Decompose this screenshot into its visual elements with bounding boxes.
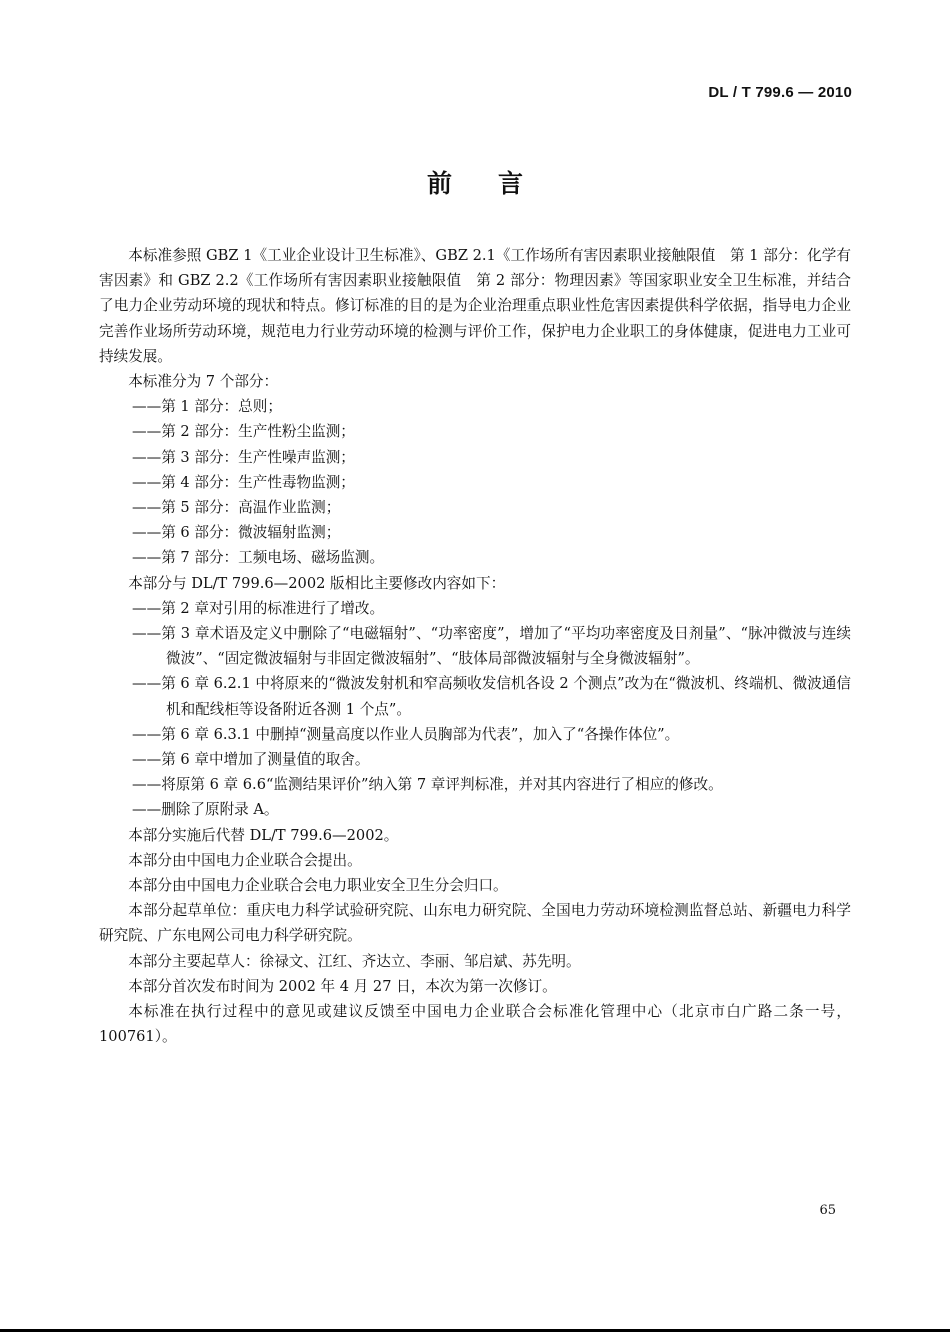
- list-item: ——第 3 部分：生产性噪声监测；: [132, 448, 355, 466]
- list-item: ——第 2 章对引用的标准进行了增改。: [132, 599, 385, 617]
- list-item: ——第 6 章 6.3.1 中删掉“测量高度以作业人员胸部为代表”，加入了“各操作体位”。: [132, 725, 680, 743]
- body-paragraph: 本标准分为 7 个部分：: [128, 373, 279, 391]
- body-paragraph: 本部分首次发布时间为 2002 年 4 月 27 日，本次为第一次修订。: [128, 977, 557, 995]
- page-title: 前言: [426, 169, 569, 198]
- body-paragraph: 本部分与 DL/T 799.6—2002 版相比主要修改内容如下：: [128, 574, 506, 592]
- body-paragraph: 本标准参照 GBZ 1《工业企业设计卫生标准》、GBZ 2.1《工作场所有害因素职业接触限值 第 1 部分：化学有害因素》和 GBZ 2.2《工作场所有害因素职业接触限值 第 2 部分：物理因素》等国家职业安全卫生标准，并结合了电力企业劳动环境的现状和特点。修订标准的目的是为企业治理重点职业性危害因素提供科学依据，指导电力企业完善作业场所劳动环境，规范电力行业劳动环境的检测与评价工作，保护电力企业职工的身体健康，促进电力工业可持续发展。: [99, 247, 851, 365]
- page-number: 65: [819, 1203, 836, 1218]
- list-item: ——第 6 章中增加了测量值的取舍。: [132, 751, 370, 769]
- list-item: ——第 6 部分：微波辐射监测；: [132, 524, 341, 542]
- list-item: ——第 5 部分：高温作业监测；: [132, 499, 341, 517]
- list-item: ——第 2 部分：生产性粉尘监测；: [132, 423, 355, 441]
- body-paragraph: 本部分实施后代替 DL/T 799.6—2002。: [128, 826, 399, 844]
- body-paragraph: 本部分主要起草人：徐禄文、江红、齐达立、李丽、邹启斌、苏先明。: [128, 952, 581, 970]
- list-item: ——第 6 章 6.2.1 中将原来的“微波发射机和窄高频收发信机各设 2 个测点”改为在“微波机、终端机、微波通信机和配线柜等设备附近各测 1 个点”。: [132, 675, 851, 718]
- standard-code: DL / T 799.6 — 2010: [708, 84, 852, 101]
- list-item: ——删除了原附录 A。: [132, 801, 279, 819]
- list-item: ——第 3 章术语及定义中删除了“电磁辐射”、“功率密度”，增加了“平均功率密度及日剂量”、“脉冲微波与连续微波”、“固定微波辐射与非固定微波辐射”、“肢体局部微波辐射与全身微波辐射”。: [132, 625, 851, 668]
- bottom-rule: [0, 1329, 950, 1332]
- list-item: ——第 4 部分：生产性毒物监测；: [132, 473, 355, 491]
- document-body: [99, 243, 851, 1050]
- body-paragraph: 本部分由中国电力企业联合会提出。: [128, 851, 362, 869]
- body-paragraph: 本部分由中国电力企业联合会电力职业安全卫生分会归口。: [128, 877, 508, 895]
- list-item: ——第 7 部分：工频电场、磁场监测。: [132, 549, 385, 567]
- body-paragraph: 本部分起草单位：重庆电力科学试验研究院、山东电力研究院、全国电力劳动环境检测监督总站、新疆电力科学研究院、广东电网公司电力科学研究院。: [99, 902, 851, 945]
- body-paragraph: 本标准在执行过程中的意见或建议反馈至中国电力企业联合会标准化管理中心（北京市白广路二条一号，100761）。: [99, 1003, 851, 1046]
- list-item: ——将原第 6 章 6.6“监测结果评价”纳入第 7 章评判标准，并对其内容进行了相应的修改。: [132, 776, 723, 794]
- list-item: ——第 1 部分：总则；: [132, 398, 282, 416]
